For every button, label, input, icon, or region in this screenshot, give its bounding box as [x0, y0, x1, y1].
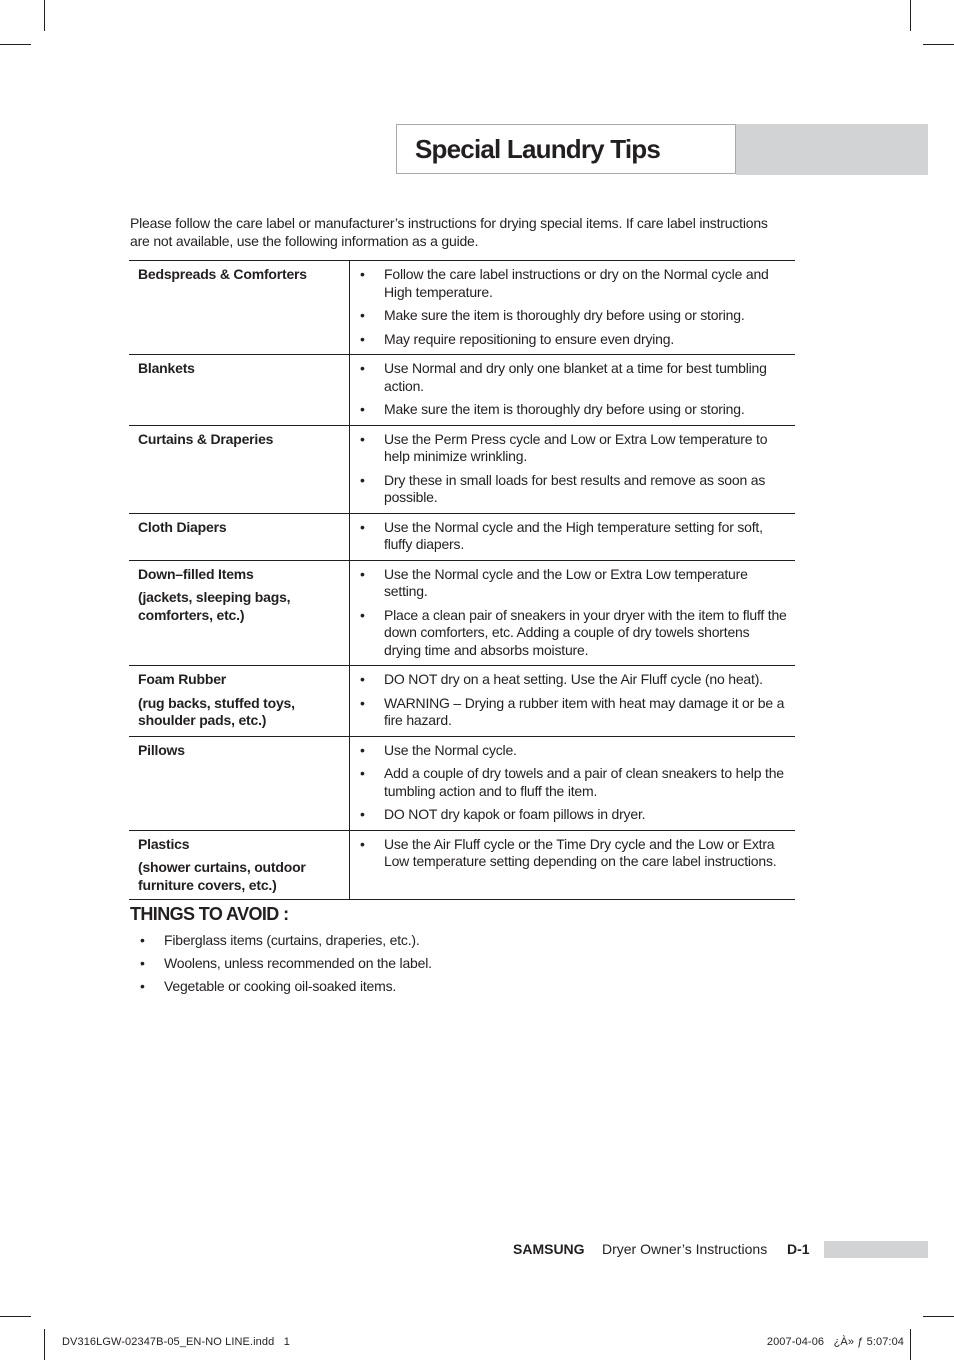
item-name: Cloth Diapers	[138, 518, 227, 535]
list-item: • Place a clean pair of sneakers in your dryer with the item to fluff the down comforters, etc. Adding a couple of dry towels shortens drying time and absorbs moisture.	[350, 607, 787, 660]
tips-cell	[350, 560, 796, 666]
tips-cell	[350, 830, 796, 900]
item-cell	[129, 560, 350, 666]
slug-timestamp: 2007-04-06 ¿À» ƒ 5:07:04	[766, 1336, 904, 1348]
intro-text: Please follow the care label or manufacturer’s instructions for drying special items. If care label instructions are not available, use the following information as a guide.	[130, 215, 768, 249]
footer-doc-title: Dryer Owner’s Instructions	[602, 1241, 768, 1257]
crop-mark	[44, 0, 45, 31]
tips-list	[350, 519, 787, 554]
item-examples: (jackets, sleeping bags, comforters, etc.)	[138, 589, 291, 623]
item-name: Foam Rubber	[138, 671, 227, 687]
crop-mark	[0, 1316, 31, 1317]
item-cell	[129, 736, 350, 830]
page-title: Special Laundry Tips	[415, 134, 661, 164]
tips-cell	[350, 261, 796, 355]
page-number: D-1	[787, 1241, 810, 1257]
list-item: • Follow the care label instructions or dry on the Normal cycle and High temperature.	[350, 266, 787, 301]
list-item: • DO NOT dry on a heat setting. Use the Air Fluff cycle (no heat).	[350, 671, 787, 689]
tips-cell	[350, 513, 796, 560]
list-item: • Make sure the item is thoroughly dry before using or storing.	[350, 307, 787, 325]
item-cell	[129, 513, 350, 560]
crop-mark	[44, 1329, 45, 1360]
list-item: • WARNING – Drying a rubber item with heat may damage it or be a fire hazard.	[350, 695, 787, 730]
table-row	[129, 355, 795, 426]
things-to-avoid-list	[130, 932, 432, 996]
slug-filename: DV316LGW-02347B-05_EN-NO LINE.indd 1	[62, 1336, 290, 1348]
crop-mark	[0, 44, 31, 45]
item-cell	[129, 261, 350, 355]
things-to-avoid-heading: THINGS TO AVOID :	[130, 904, 289, 924]
item-examples: (shower curtains, outdoor furniture covers, etc.)	[138, 859, 306, 893]
item-cell	[129, 355, 350, 426]
list-item: • Use the Normal cycle and the High temperature setting for soft, fluffy diapers.	[350, 519, 787, 554]
footer-bar	[824, 1241, 928, 1258]
table-row	[129, 830, 795, 900]
footer-brand: SAMSUNG	[513, 1241, 585, 1257]
title-box	[396, 124, 736, 174]
crop-mark	[923, 44, 954, 45]
list-item: • Fiberglass items (curtains, draperies, etc.).	[130, 932, 432, 950]
table-row	[129, 560, 795, 666]
tips-cell	[350, 355, 796, 426]
tips-table	[129, 260, 795, 900]
item-cell	[129, 425, 350, 513]
tips-list	[350, 360, 787, 419]
crop-mark	[923, 1316, 954, 1317]
item-cell	[129, 666, 350, 737]
item-name: Bedspreads & Comforters	[138, 266, 307, 282]
title-bar	[736, 124, 928, 175]
table-row	[129, 513, 795, 560]
item-name: Curtains & Draperies	[138, 430, 274, 447]
crop-mark	[910, 1329, 911, 1360]
table-row	[129, 666, 795, 737]
tips-cell	[350, 425, 796, 513]
list-item: • Make sure the item is thoroughly dry before using or storing.	[350, 401, 787, 419]
table-row	[129, 261, 795, 355]
list-item: • May require repositioning to ensure even drying.	[350, 331, 787, 349]
tips-cell	[350, 736, 796, 830]
list-item: • Add a couple of dry towels and a pair of clean sneakers to help the tumbling action and to fluff the item.	[350, 765, 787, 800]
tips-list	[350, 266, 787, 348]
item-examples: (rug backs, stuffed toys, shoulder pads, etc.)	[138, 694, 295, 728]
list-item: • Use the Normal cycle and the Low or Extra Low temperature setting.	[350, 566, 787, 601]
item-name: Plastics	[138, 835, 190, 852]
table-row	[129, 736, 795, 830]
list-item: • Vegetable or cooking oil-soaked items.	[130, 978, 432, 996]
item-cell	[129, 830, 350, 900]
list-item: • DO NOT dry kapok or foam pillows in dryer.	[350, 806, 787, 824]
tips-list	[350, 566, 787, 660]
crop-mark	[910, 0, 911, 31]
table-row	[129, 425, 795, 513]
list-item: • Woolens, unless recommended on the label.	[130, 955, 432, 973]
item-name: Blankets	[138, 360, 195, 376]
item-name: Down–filled Items	[138, 565, 254, 582]
tips-list	[350, 671, 787, 730]
tips-list	[350, 836, 787, 871]
item-name: Pillows	[138, 741, 185, 758]
list-item: • Use the Perm Press cycle and Low or Extra Low temperature to help minimize wrinkling.	[350, 431, 787, 466]
list-item: • Dry these in small loads for best results and remove as soon as possible.	[350, 472, 787, 507]
tips-list	[350, 742, 787, 824]
tips-cell	[350, 666, 796, 737]
list-item: • Use Normal and dry only one blanket at a time for best tumbling action.	[350, 360, 787, 395]
list-item: • Use the Normal cycle.	[350, 742, 787, 760]
tips-list	[350, 431, 787, 507]
list-item: • Use the Air Fluff cycle or the Time Dry cycle and the Low or Extra Low temperature setting depending on the care label instructions.	[350, 836, 787, 871]
